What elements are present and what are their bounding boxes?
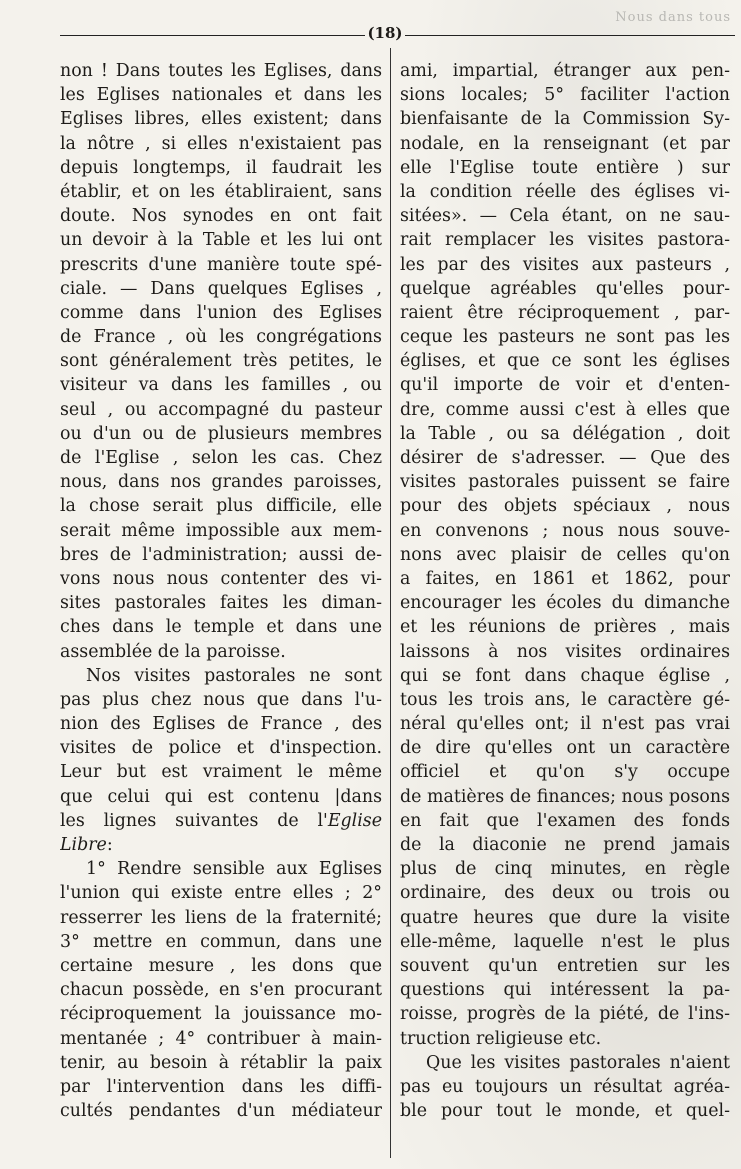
text-line (60, 301, 382, 325)
line-text: serait même impossible aux mem- (60, 520, 382, 541)
line-text: elle-même, laquelle n'est le plus (400, 931, 730, 952)
line-text: a faites, en 1861 et 1862, pour (400, 568, 730, 589)
text-line (400, 785, 730, 809)
text-line (60, 204, 382, 228)
line-text: ordinaire, des deux ou trois ou (400, 883, 730, 904)
line-text: les lignes suivantes de l' (60, 810, 328, 831)
line-text: prescrits d'une manière toute spé- (60, 254, 382, 275)
text-line (60, 156, 382, 180)
text-line (400, 494, 730, 518)
text-line (60, 640, 382, 664)
text-line (60, 712, 382, 736)
line-text: plus de cinq minutes, en règle (400, 859, 730, 880)
line-text: que celui qui est contenu |dans (60, 786, 382, 807)
text-line (60, 470, 382, 494)
line-text: truction religieuse etc. (400, 1028, 602, 1049)
line-text: Eglises libres, elles existent; dans (60, 109, 382, 130)
line-text: non ! Dans toutes les Eglises, dans (60, 61, 382, 81)
line-text: établir, et on les établiraient, sans (60, 181, 382, 202)
text-line (400, 833, 730, 857)
line-text: Que les visites pastorales n'aient (426, 1052, 730, 1073)
line-text: par l'intervention dans les diffi- (60, 1076, 382, 1097)
header-rule-right (405, 35, 735, 36)
line-text: chacun possède, en s'en procurant (60, 980, 382, 1001)
line-text: la condition réelle des églises vi- (400, 181, 730, 202)
text-line (60, 954, 382, 978)
line-text: elle l'Eglise toute entière ) sur (400, 157, 730, 178)
text-line (60, 132, 382, 156)
text-line (60, 906, 382, 930)
text-line (400, 156, 730, 180)
text-line (400, 664, 730, 688)
text-line (400, 325, 730, 349)
text-line (400, 906, 730, 930)
text-line (400, 470, 730, 494)
text-line (400, 228, 730, 252)
line-text: 3° mettre en commun, dans une (60, 931, 382, 952)
text-line (400, 446, 730, 470)
line-text: désirer de s'adresser. — Que des (400, 448, 730, 468)
line-text: ciale. — Dans quelques Eglises , (60, 278, 382, 299)
line-text: les Eglises nationales et dans les (60, 85, 382, 106)
text-line (400, 277, 730, 301)
text-line (60, 978, 382, 1002)
text-line (400, 615, 730, 639)
line-text: de matières de finances; nous posons (400, 786, 730, 807)
text-line (400, 422, 730, 446)
text-line (400, 809, 730, 833)
text-line (400, 640, 730, 664)
line-text: de l'Eglise , selon les cas. Chez (60, 448, 382, 468)
text-line (400, 398, 730, 422)
line-text: depuis longtemps, il faudrait les (60, 157, 382, 178)
text-line (60, 881, 382, 905)
page-number: (18) (367, 24, 403, 42)
text-line (60, 59, 382, 83)
text-line (60, 1099, 382, 1123)
line-text: souvent qu'un entretien sur les (400, 955, 730, 976)
line-text: sions locales; 5° faciliter l'action (400, 85, 730, 106)
text-line (60, 736, 382, 760)
text-line (400, 760, 730, 784)
line-text: assemblée de la paroisse. (60, 641, 286, 662)
text-line (60, 494, 382, 518)
line-text: quatre heures que dure la visite (400, 907, 730, 928)
line-text: cultés pendantes d'un médiateur (60, 1101, 382, 1122)
line-text: Nos visites pastorales ne sont (86, 665, 382, 686)
line-text: sitées». — Cela étant, on ne sau- (400, 206, 730, 227)
line-text: l'union qui existe entre elles ; 2° (60, 883, 382, 904)
text-line (60, 277, 382, 301)
text-line (400, 1027, 730, 1051)
line-text: églises, et que ce sont les églises (400, 351, 730, 372)
text-line (400, 204, 730, 228)
text-line (400, 1099, 730, 1123)
text-line (400, 59, 730, 83)
text-line (60, 930, 382, 954)
line-text: laissons à nos visites ordinaires (400, 641, 730, 662)
line-text: pas eu toujours un résultat agréa- (400, 1076, 730, 1097)
italic-title: Eglise (327, 810, 382, 831)
text-line (60, 1027, 382, 1051)
line-text: nons avec plaisir de celles qu'on (400, 544, 730, 565)
bleed-through-text: Nous dans tous (615, 10, 731, 25)
line-text: de dire qu'elles ont un caractère (400, 738, 730, 759)
text-line (60, 253, 382, 277)
text-line (60, 519, 382, 543)
line-text: seul , ou accompagné du pasteur (60, 399, 382, 420)
line-text: questions qui intéressent la pa- (400, 980, 730, 1001)
line-text: visites de police et d'inspection. (60, 738, 382, 759)
text-line (400, 688, 730, 712)
line-text: bienfaisante de la Commission Sy- (400, 109, 730, 130)
line-text: nous, dans nos grandes paroisses, (60, 472, 382, 493)
text-line (400, 978, 730, 1002)
text-line (400, 180, 730, 204)
text-line (400, 349, 730, 373)
header-rule-left (60, 35, 365, 36)
text-line (400, 301, 730, 325)
text-line (60, 1002, 382, 1026)
line-text: rait remplacer les visites pastora- (400, 230, 730, 251)
text-line (60, 1075, 382, 1099)
column-divider (390, 48, 391, 1158)
text-line (400, 881, 730, 905)
text-line (400, 519, 730, 543)
line-text: qui se font dans chaque église , (400, 665, 730, 686)
line-text: comme dans l'union des Eglises (60, 302, 382, 323)
text-line (60, 373, 382, 397)
left-column (60, 59, 382, 1123)
line-text: néral qu'elles ont; il n'est pas vrai (400, 714, 730, 735)
line-text: dre, comme aussi c'est à elles que (400, 399, 730, 420)
line-text: un devoir à la Table et les lui ont (60, 230, 382, 251)
line-text: la Table , ou sa délégation , doit (400, 423, 730, 444)
line-text: qu'il importe de voir et d'enten- (400, 375, 730, 396)
line-text: roisse, progrès de la piété, de l'ins- (400, 1004, 730, 1025)
text-line (400, 930, 730, 954)
text-line (60, 325, 382, 349)
line-text: sont généralement très petites, le (60, 351, 382, 372)
line-text: ches dans le temple et dans une (60, 617, 382, 638)
text-line (60, 83, 382, 107)
line-text: ou d'un ou de plusieurs membres (60, 423, 382, 444)
text-line (60, 349, 382, 373)
text-line (60, 591, 382, 615)
text-line (400, 1051, 730, 1075)
line-text: encourager les écoles du dimanche (400, 593, 730, 614)
line-text: bres de l'administration; aussi de- (60, 544, 382, 565)
page-header (60, 22, 740, 48)
line-text: quelque agréables qu'elles pour- (400, 278, 730, 299)
line-text: ami, impartial, étranger aux pen- (400, 61, 730, 81)
line-text: visiteur va dans les familles , ou (60, 375, 382, 396)
line-text: 1° Rendre sensible aux Eglises (86, 859, 382, 880)
italic-title: Libre (60, 835, 107, 855)
text-line (400, 736, 730, 760)
line-text: sites pastorales faites les diman- (60, 593, 382, 614)
text-line (400, 132, 730, 156)
line-text: la nôtre , si elles n'existaient pas (60, 133, 382, 154)
text-line (60, 422, 382, 446)
text-line (400, 954, 730, 978)
text-line (400, 591, 730, 615)
text-line (60, 857, 382, 881)
text-line (400, 107, 730, 131)
text-line (60, 543, 382, 567)
text-line (60, 228, 382, 252)
text-line (60, 809, 382, 833)
text-line (400, 1075, 730, 1099)
text-line (60, 567, 382, 591)
line-text: en convenons ; nous nous souve- (400, 520, 730, 541)
line-text: mentanée ; 4° contribuer à main- (60, 1028, 382, 1049)
text-line (400, 543, 730, 567)
line-text: ceque les pasteurs ne sont pas les (400, 327, 730, 348)
line-text: raient être réciproquement , par- (400, 302, 730, 323)
right-column (400, 59, 730, 1123)
line-text: nodale, en la renseignant (et par (400, 133, 730, 154)
text-line (60, 398, 382, 422)
line-text: certaine mesure , les dons que (60, 955, 382, 976)
text-line (60, 760, 382, 784)
text-line (60, 1051, 382, 1075)
line-text: pas plus chez nous que dans l'u- (60, 689, 382, 710)
line-text: vons nous nous contenter des vi- (60, 568, 382, 589)
text-line (60, 107, 382, 131)
text-line (400, 712, 730, 736)
line-text: de France , où les congrégations (60, 327, 382, 348)
line-text: tous les trois ans, le caractère gé- (400, 689, 730, 710)
line-text: resserrer les liens de la fraternité; (60, 907, 382, 928)
line-text: la chose serait plus difficile, elle (60, 496, 382, 517)
line-text: nion des Eglises de France , des (60, 714, 382, 735)
text-line (60, 664, 382, 688)
text-line (60, 785, 382, 809)
text-line (60, 180, 382, 204)
line-text: tenir, au besoin à rétablir la paix (60, 1052, 382, 1073)
line-text: réciproquement la jouissance mo- (60, 1004, 382, 1025)
line-text: et les réunions de prières , mais (400, 617, 730, 638)
line-text: pour des objets spéciaux , nous (400, 496, 730, 517)
text-line (60, 688, 382, 712)
text-line (400, 373, 730, 397)
text-line (60, 446, 382, 470)
text-line (400, 83, 730, 107)
text-line (400, 567, 730, 591)
line-tail: : (106, 835, 113, 855)
line-text: les par des visites aux pasteurs , (400, 254, 730, 275)
line-text: ble pour tout le monde, et quel- (400, 1101, 730, 1122)
text-line (60, 615, 382, 639)
text-line (400, 1002, 730, 1026)
text-line (60, 833, 382, 857)
line-text: visites pastorales puissent se faire (400, 472, 730, 493)
line-text: de la diaconie ne prend jamais (400, 835, 730, 855)
line-text: doute. Nos synodes en ont fait (60, 206, 382, 227)
line-text: Leur but est vraiment le même (60, 762, 382, 783)
text-line (400, 253, 730, 277)
line-text: en fait que l'examen des fonds (400, 810, 730, 831)
text-line (400, 857, 730, 881)
line-text: officiel et qu'on s'y occupe (400, 762, 730, 783)
